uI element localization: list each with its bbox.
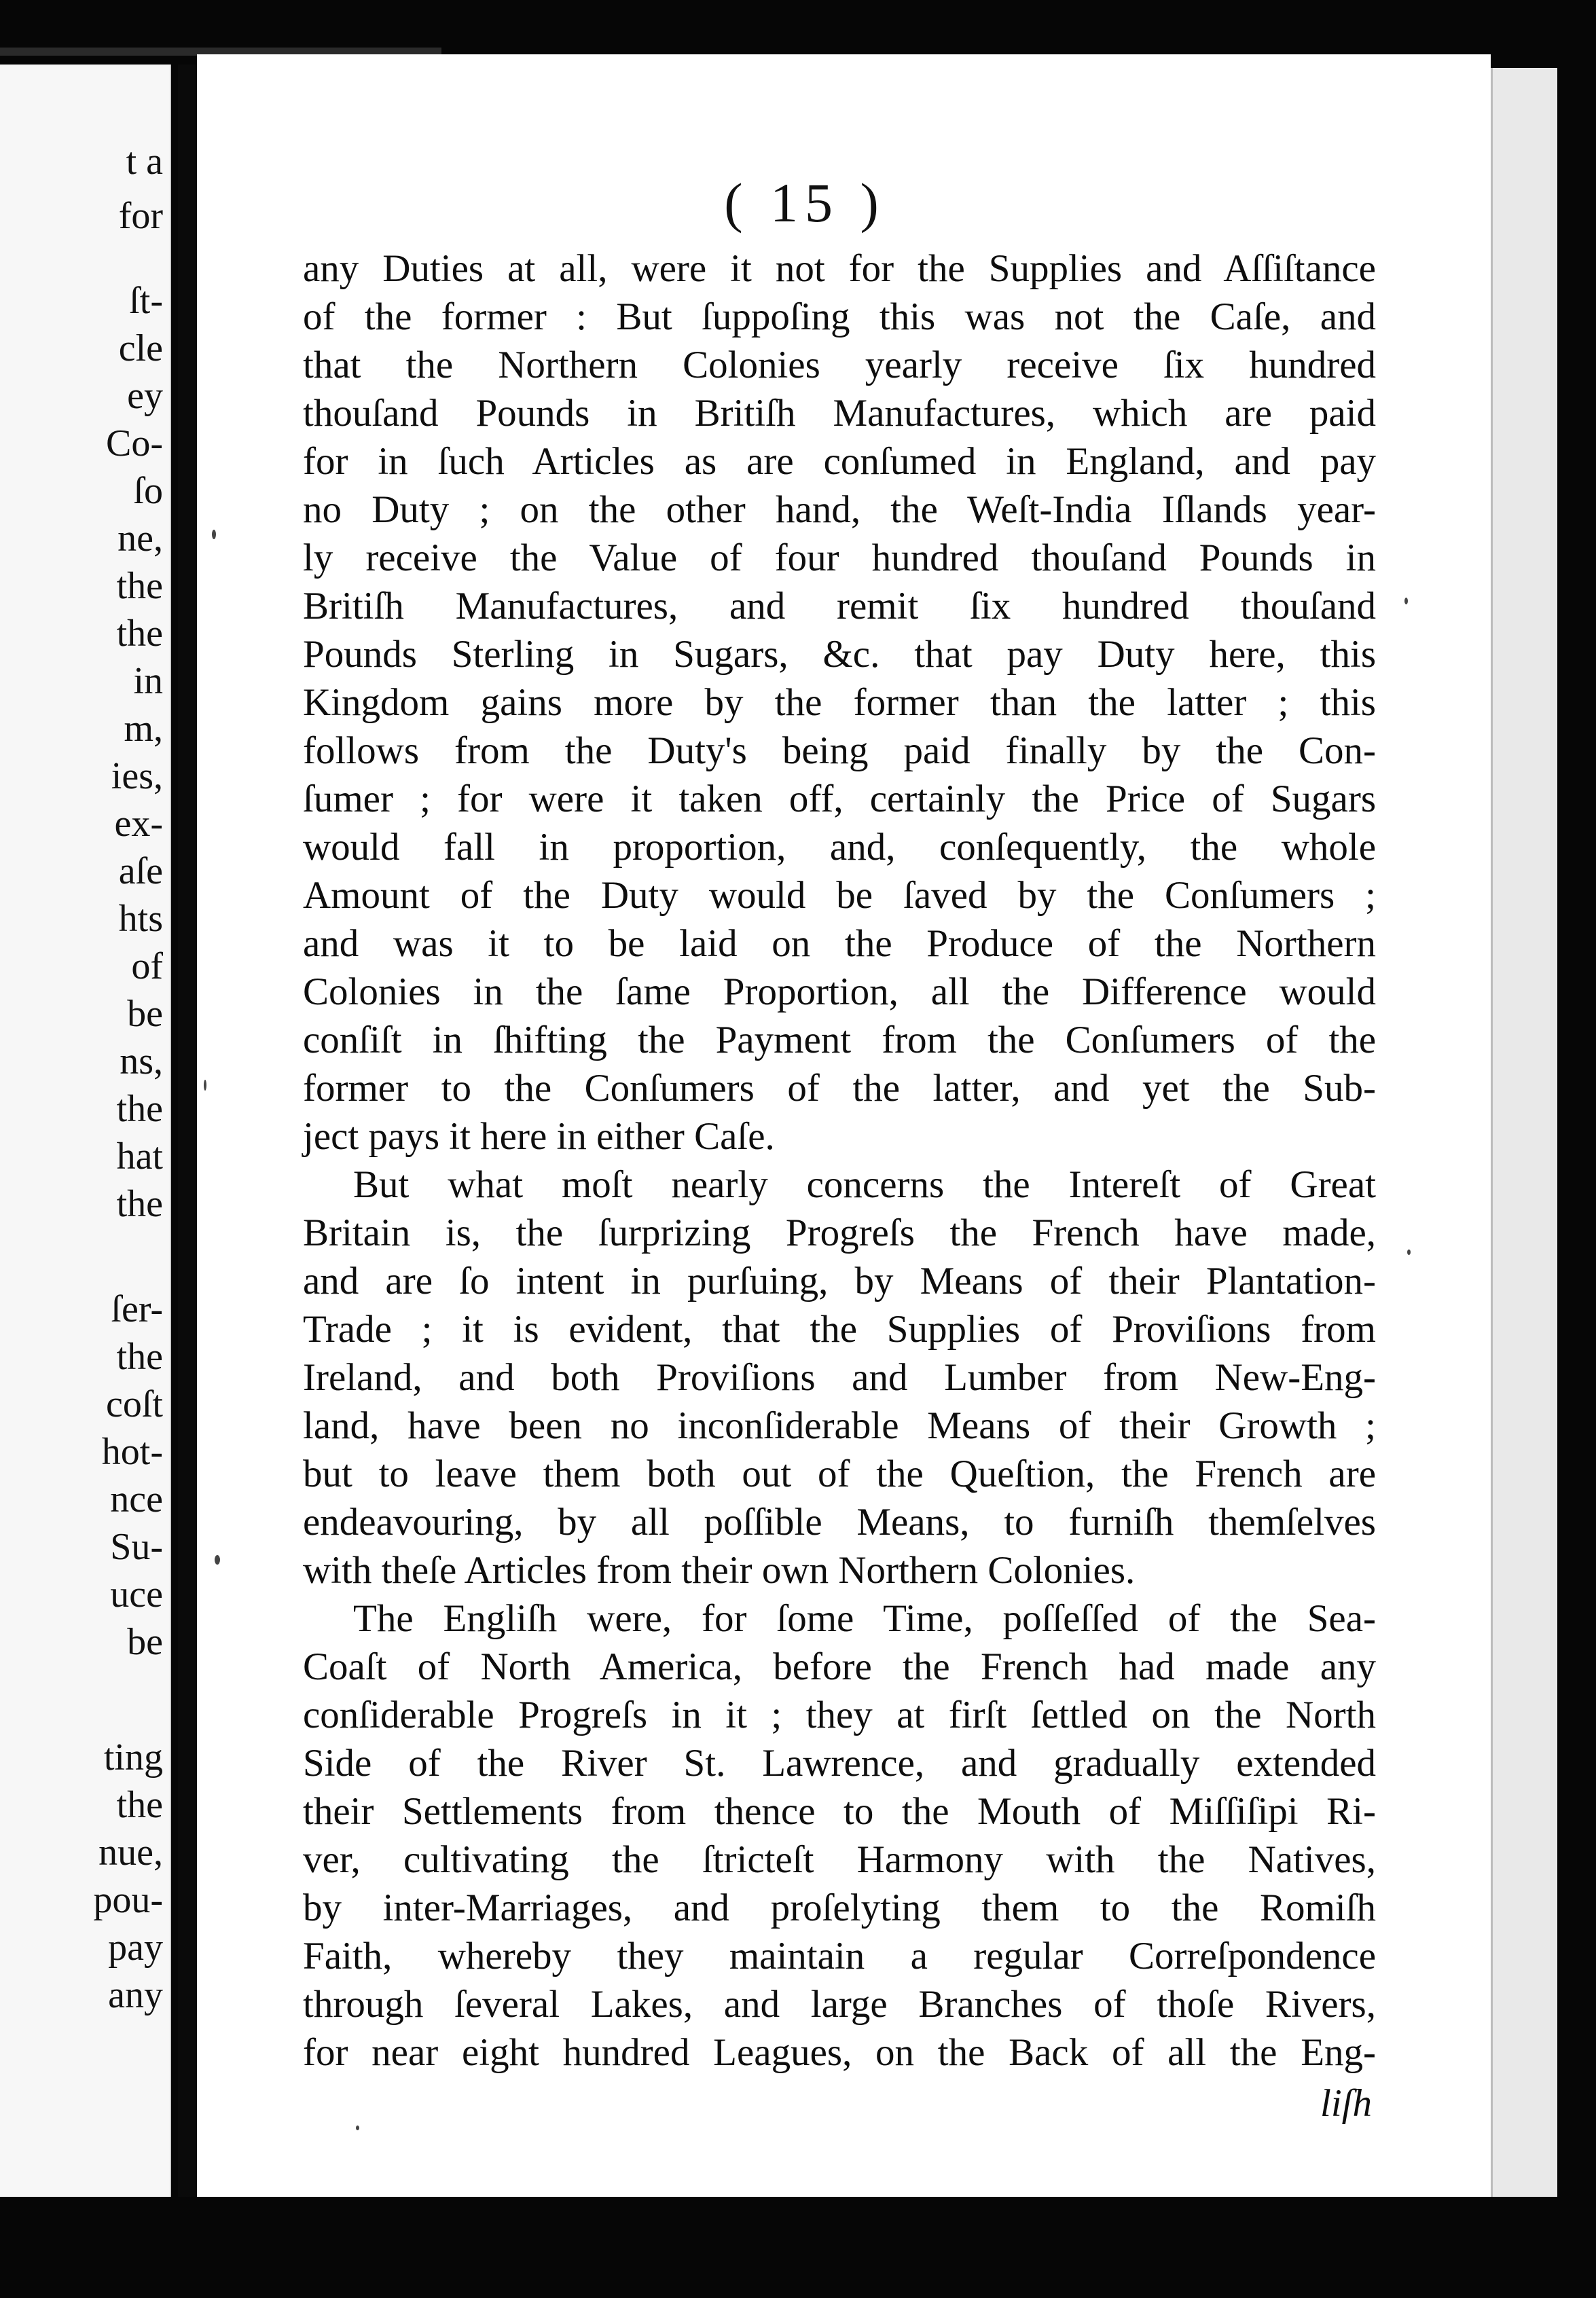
left-page-fragment: pay — [108, 1927, 163, 1969]
text-line: But what moſt nearly concerns the Intereſt of Great — [353, 1163, 1376, 1206]
text-line: of the former : But ſuppoſing this was not the Caſe, and — [303, 295, 1376, 338]
left-page-fragment: hat — [116, 1135, 163, 1178]
text-line: Amount of the Duty would be ſaved by the Conſumers ; — [303, 874, 1376, 917]
left-page-fragment: uce — [110, 1573, 163, 1616]
left-page-fragment: the — [116, 1336, 163, 1378]
book-gutter — [178, 65, 196, 2204]
text-line: ly receive the Value of four hundred thouſand Pounds in — [303, 536, 1376, 579]
left-page-fragment: t a — [126, 141, 163, 183]
left-page-fragment: ſer- — [111, 1288, 163, 1330]
page-edge — [1491, 68, 1557, 2207]
left-page-fragment: in — [133, 660, 163, 702]
page-number: ( 15 ) — [724, 172, 886, 234]
text-line: Ireland, and both Proviſions and Lumber from New-Eng- — [303, 1356, 1376, 1399]
text-line: any Duties at all, were it not for the Supplies and Aſſiſtance — [303, 247, 1376, 290]
text-line: The Engliſh were, for ſome Time, poſſeſſed of the Sea- — [353, 1597, 1376, 1640]
bottom-dark-border — [0, 2197, 1596, 2298]
text-line: ject pays it here in either Caſe. — [303, 1115, 775, 1158]
text-line: endeavouring, by all poſſible Means, to furniſh themſelves — [303, 1501, 1376, 1544]
left-page-text-fragments — [0, 65, 163, 2197]
text-line: ſumer ; for were it taken off, certainly the Price of Sugars — [303, 778, 1376, 820]
text-line: ver, cultivating the ſtricteſt Harmony with the Natives, — [303, 1838, 1376, 1881]
left-page-fragment: the — [116, 565, 163, 607]
body-text — [303, 244, 1376, 2077]
left-page-fragment: ſt- — [129, 280, 163, 322]
left-page-fragment: hts — [118, 898, 163, 940]
left-page-fragment: the — [116, 613, 163, 655]
left-page-fragment: any — [108, 1974, 163, 2016]
left-page-fragment: pou- — [93, 1879, 163, 1921]
left-page-fragment: ies, — [111, 755, 163, 797]
text-line: follows from the Duty's being paid finally by the Con- — [303, 729, 1376, 772]
text-line: conſiſt in ſhifting the Payment from the Conſumers of the — [303, 1019, 1376, 1061]
scan-speck — [215, 1555, 220, 1565]
text-line: conſiderable Progreſs in it ; they at firſt ſettled on the North — [303, 1694, 1376, 1736]
scan-speck — [204, 1080, 206, 1091]
text-line: for near eight hundred Leagues, on the Back of all the Eng- — [303, 2031, 1376, 2074]
text-line: would fall in proportion, and, conſequently, the whole — [303, 826, 1376, 869]
text-line: that the Northern Colonies yearly receive ſix hundred — [303, 344, 1376, 386]
left-page-fragment: of — [131, 945, 163, 987]
left-page-fragment: Co- — [106, 422, 163, 464]
text-line: Faith, whereby they maintain a regular Correſpondence — [303, 1935, 1376, 1977]
text-line: Side of the River St. Lawrence, and gradually extended — [303, 1742, 1376, 1785]
left-page-fragment: for — [118, 195, 163, 237]
left-page-fragment: be — [127, 1621, 163, 1663]
text-line: Trade ; it is evident, that the Supplies of Proviſions from — [303, 1308, 1376, 1351]
scan-speck — [1407, 1250, 1411, 1255]
left-page-fragment: the — [116, 1183, 163, 1225]
left-page-fragment: be — [127, 993, 163, 1035]
left-page-fragment: ſo — [133, 470, 163, 512]
text-line: Coaſt of North America, before the French had made any — [303, 1645, 1376, 1688]
scan-speck — [1404, 598, 1408, 604]
text-line: through ſeveral Lakes, and large Branches of thoſe Rivers, — [303, 1983, 1376, 2026]
left-page-fragment: ne, — [117, 517, 163, 560]
text-line: for in ſuch Articles as are conſumed in England, and pay — [303, 440, 1376, 483]
text-line: former to the Conſumers of the latter, and yet the Sub- — [303, 1067, 1376, 1110]
text-line: land, have been no inconſiderable Means of their Growth ; — [303, 1404, 1376, 1447]
left-page-fragment: ey — [127, 375, 163, 417]
left-page-fragment: cle — [118, 327, 163, 369]
left-page-fragment: ting — [103, 1736, 163, 1779]
left-page-fragment: the — [116, 1784, 163, 1826]
left-page-fragment: ex- — [114, 803, 163, 845]
left-page-fragment: ns, — [120, 1040, 163, 1082]
left-page-fragment: aſe — [118, 850, 163, 892]
text-line: Kingdom gains more by the former than the latter ; this — [303, 681, 1376, 724]
scan-speck — [356, 2126, 359, 2130]
catchword: liſh — [1320, 2082, 1372, 2125]
text-line: Britiſh Manufactures, and remit ſix hundred thouſand — [303, 585, 1376, 627]
text-line: by inter-Marriages, and proſelyting them to the Romiſh — [303, 1886, 1376, 1929]
left-page-fragment: hot- — [101, 1431, 163, 1473]
left-page-fragment: m, — [124, 708, 163, 750]
text-line: Colonies in the ſame Proportion, all the Difference would — [303, 970, 1376, 1013]
left-page — [0, 65, 171, 2197]
left-page-fragment: coſt — [106, 1383, 163, 1425]
text-line: Pounds Sterling in Sugars, &c. that pay Duty here, this — [303, 633, 1376, 676]
text-line: and are ſo intent in purſuing, by Means of their Plantation- — [303, 1260, 1376, 1302]
text-line: but to leave them both out of the Queſtion, the French are — [303, 1453, 1376, 1495]
left-page-fragment: the — [116, 1088, 163, 1130]
text-line: their Settlements from thence to the Mouth of Miſſiſipi Ri- — [303, 1790, 1376, 1833]
text-line: thouſand Pounds in Britiſh Manufactures, which are paid — [303, 392, 1376, 435]
text-line: Britain is, the ſurprizing Progreſs the French have made, — [303, 1211, 1376, 1254]
left-page-fragment: nue, — [98, 1831, 163, 1874]
text-line: no Duty ; on the other hand, the Weſt-India Iſlands year- — [303, 488, 1376, 531]
left-page-fragment: nce — [110, 1478, 163, 1520]
text-line: and was it to be laid on the Produce of the Northern — [303, 922, 1376, 965]
text-line: with theſe Articles from their own Northern Colonies. — [303, 1549, 1136, 1592]
scan-speck — [212, 530, 216, 539]
left-page-fragment: Su- — [110, 1526, 163, 1568]
